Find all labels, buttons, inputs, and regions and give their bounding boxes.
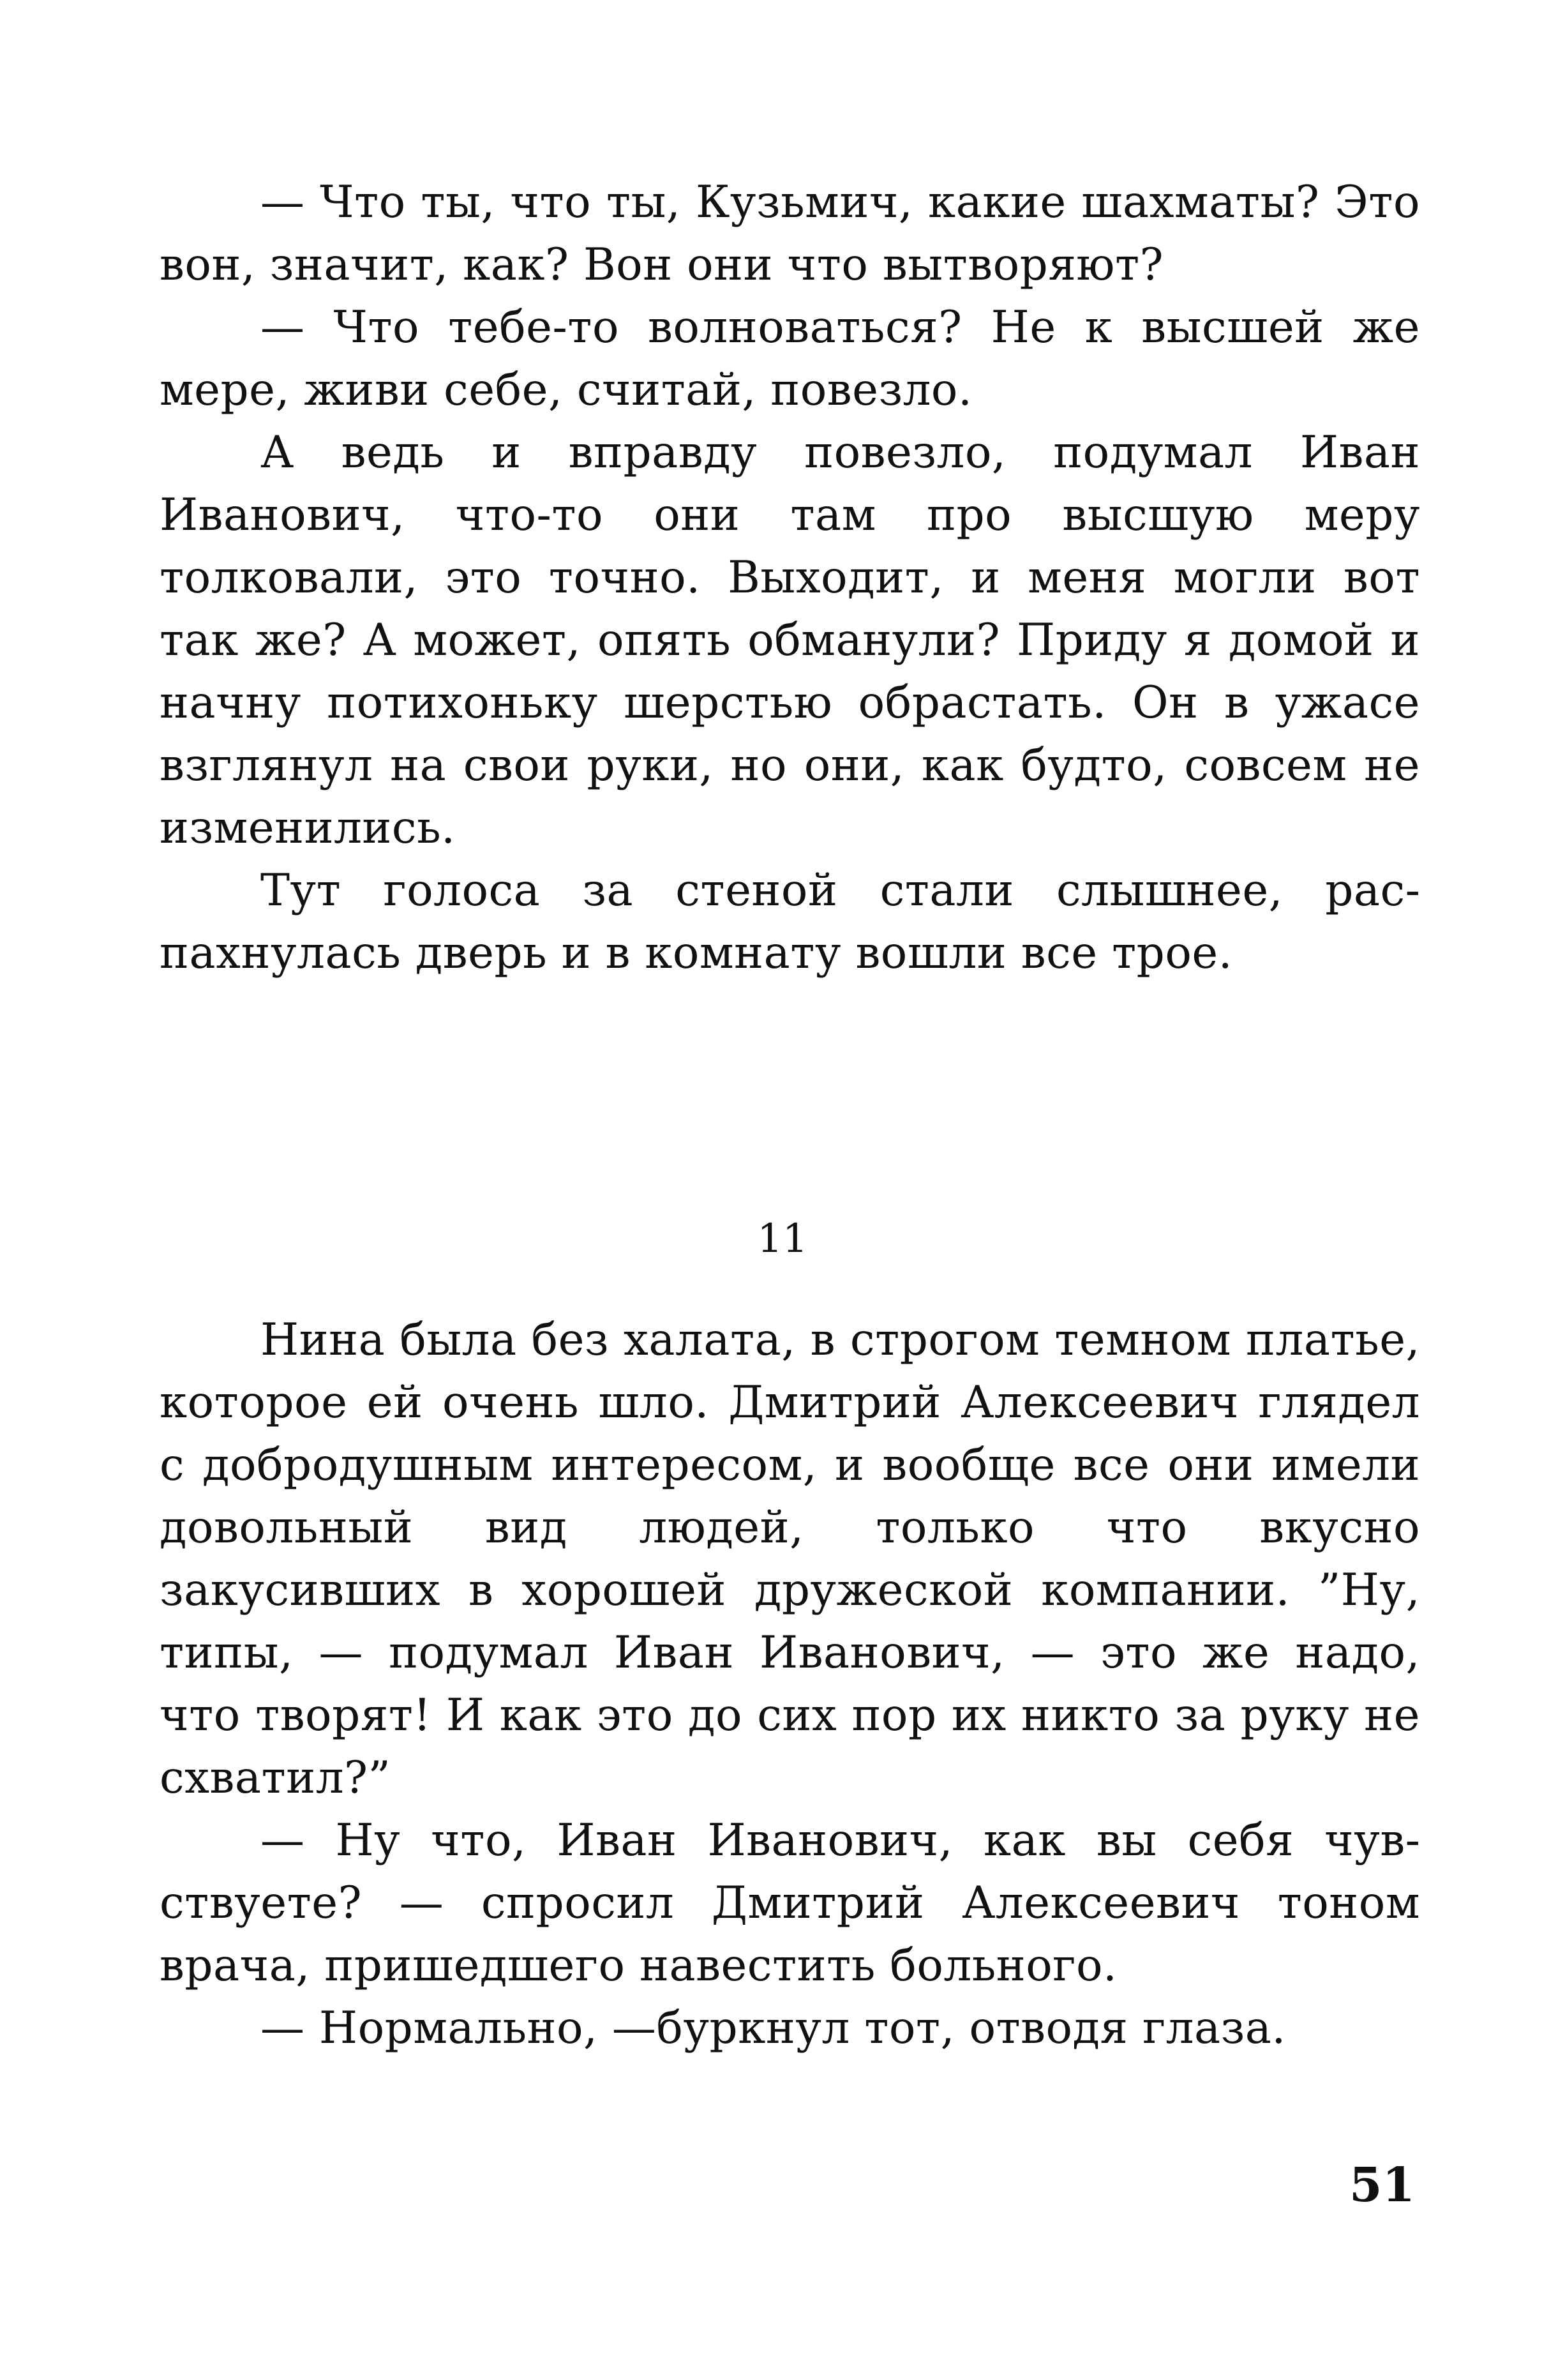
paragraph: — Нормально, —буркнул тот, отводя глаза. (260, 2003, 1286, 2054)
top-text-block (160, 171, 1420, 984)
paragraph: — Ну что, Иван Иванович, как вы себя чувствуете? — спросил Дмитрий Алексеевич тоном врача, пришедшего навестить больного. (160, 1815, 1420, 1991)
paragraph: Тут голоса за стеной стали слышнее, распахнулась дверь и в комнату вошли все трое. (160, 865, 1420, 979)
page-number: 51 (1349, 2158, 1415, 2213)
paragraph: А ведь и вправду повезло, подумал Иван Иванович, что-то они там про высшую меру толковали, это точно. Выходит, и меня могли вот так же? А может, опять обманули? Приду я домой и начну потихоньку шерстью обрастать. Он в ужасе взглянул на свои руки, но они, как будто, совсем не изменились. (160, 427, 1420, 854)
paragraph: — Что ты, что ты, Кузьмич, какие шахматы? Это вон, значит, как? Вон они что вытворяют? (160, 177, 1420, 290)
bottom-text-block (160, 1309, 1420, 2060)
paragraph: — Что тебе-то волноваться? Не к высшей же мере, живи себе, считай, повезло. (160, 302, 1420, 416)
chapter-number: 11 (757, 1215, 808, 1262)
paragraph: Нина была без халата, в строгом темном платье, которое ей очень шло. Дмитрий Алексеевич глядел с добродушным интересом, и вообще все они имели довольный вид людей, только что вкусно закусивших в хорошей дружеской компании. ”Ну, типы, — подумал Иван Иванович, — это же надо, что творят! И как это до сих пор их никто за руку не схватил?” (160, 1314, 1420, 1804)
